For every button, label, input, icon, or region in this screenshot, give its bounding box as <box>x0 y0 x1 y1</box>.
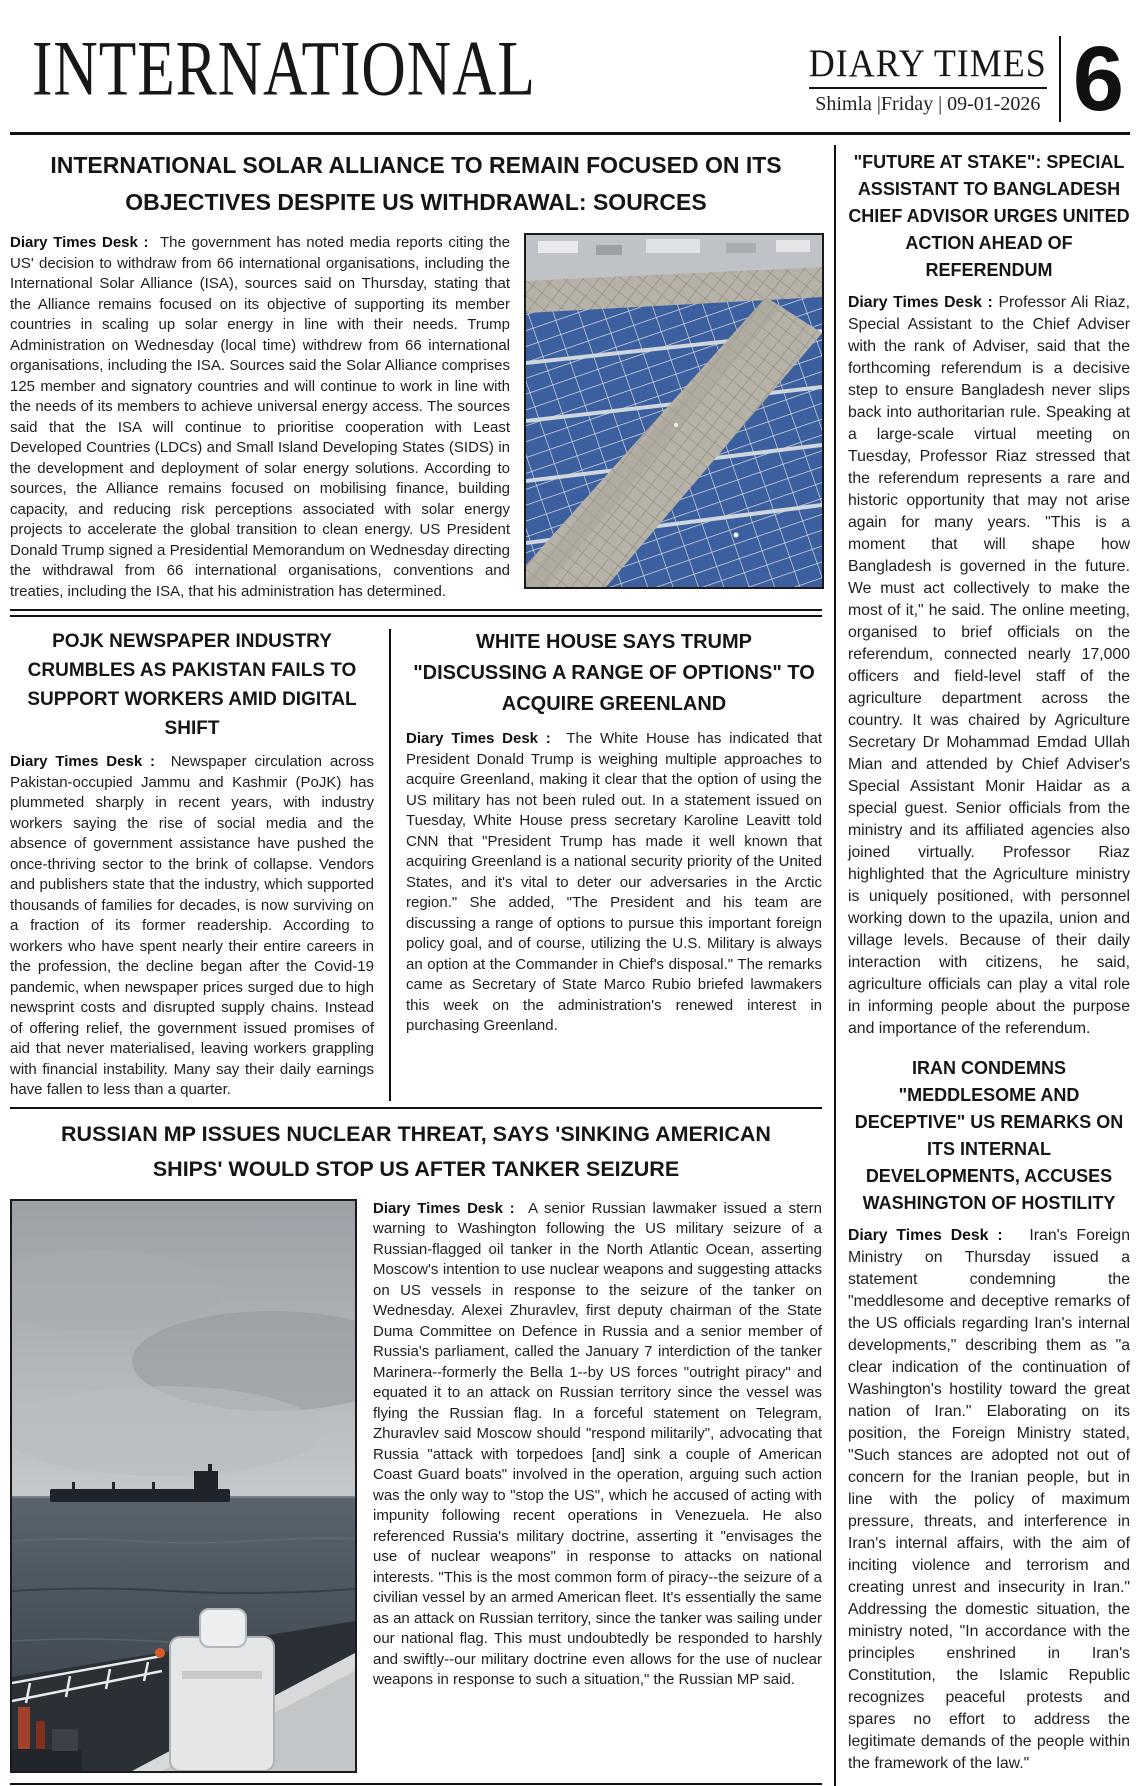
paper-name-block <box>809 42 1047 116</box>
main-content-region <box>10 145 822 1786</box>
divider <box>389 629 391 1101</box>
header-rule <box>10 132 1130 135</box>
dateline: Shimla |Friday | 09-01-2026 <box>815 93 1041 115</box>
byline: Diary Times Desk : <box>373 1199 515 1217</box>
divider <box>809 87 1047 89</box>
article-headline: POJK NEWSPAPER INDUSTRY CRUMBLES AS PAKISTAN FAILS TO SUPPORT WORKERS AMID DIGITAL SHIFT <box>27 631 357 739</box>
article-body: Diary Times Desk : The government has noted media reports citing the US' decision to withdraw from 66 international organisations, including the International Solar Alliance (ISA), sources said on Thursday, stating that the Alliance remains focused on its objective of supporting its member countries in scaling up solar energy in line with their needs. Trump Administration on Wednesday (local time) withdrew from 66 international organisations, including the ISA. Sources said the Solar Alliance comprises 125 member and signatory countries and will continue to work in line with the needs of its members to achieve universal energy access. The sources said that the ISA will continue to prioritise cooperation with Least Developed Countries (LDCs) and Small Island Developing States (SIDS) in the development and deployment of solar energy solutions. According to sources, the Alliance remains focused on mobilising finance, building capacity, and reducing risk perceptions associated with solar energy projects to accelerate the global transition to clean energy. US President Donald Trump signed a Presidential Memorandum on Wednesday directing the withdrawal from 66 international organisations, conventions and treaties, including the ISA, that his administration has determined. <box>10 234 510 600</box>
article-body: Diary Times Desk : Iran's Foreign Ministry on Thursday issued a statement condemning the "meddlesome and deceptive remarks of the US officials regarding Iran's internal developments," describing them as "a clear indication of the continuation of Washington's hostility toward the great nation of Iran." Elaborating on its position, the Foreign Ministry stated, "Such stances are adopted not out of concern for the Iranian people, but in line with the policy of maximum pressure, threats, and interference in Iran's internal affairs, with the aim of inciting violence and terrorism and creating unrest and insecurity in Iran." Addressing the domestic situation, the ministry noted, "In accordance with the principles enshrined in Iran's Constitution, the Islamic Republic recognizes peaceful protests and spares no effort to address the legitimate demands of the people within the framework of the law." <box>848 1227 1130 1772</box>
divider <box>1059 36 1061 122</box>
divider <box>10 609 822 617</box>
article-body: Diary Times Desk : Newspaper circulation across Pakistan-occupied Jammu and Kashmir (PoJK) has plummeted sharply in recent years, with industry workers saying the rise of social media and the absence of government assistance have pushed the once-thriving sector to the brink of collapse. Vendors and publishers state that the industry, which supported thousands of families for decades, is now surviving on a fraction of its former readership. According to workers who have spent nearly their entire careers in the profession, the decline began after the Covid-19 pandemic, when newspaper prices surged due to high newsprint costs and disrupted supply chains. Instead of offering relief, the government issued promises of aid that never materialised, leaving workers grappling with financial instability. Many say their daily earnings have fallen to less than a quarter. <box>10 753 374 1098</box>
byline: Diary Times Desk : <box>10 753 156 770</box>
article-headline: INTERNATIONAL SOLAR ALLIANCE TO REMAIN FOCUSED ON ITS OBJECTIVES DESPITE US WITHDRAWAL: SOURCES <box>50 152 782 215</box>
article-iran-condemns <box>848 1055 1130 1775</box>
article-greenland <box>406 627 822 1101</box>
right-column <box>848 145 1130 1786</box>
byline: Diary Times Desk : <box>406 730 551 747</box>
article-bangladesh-referendum <box>848 149 1130 1040</box>
article-headline: RUSSIAN MP ISSUES NUCLEAR THREAT, SAYS 'SINKING AMERICAN SHIPS' WOULD STOP US AFTER TANKER SEIZURE <box>61 1121 771 1181</box>
divider <box>10 1107 822 1109</box>
byline: Diary Times Desk : <box>848 294 993 311</box>
byline: Diary Times Desk : <box>848 1227 1003 1244</box>
page-title: INTERNATIONAL <box>32 24 536 112</box>
solar-panels-photo <box>524 233 824 589</box>
page-number: 6 <box>1072 27 1124 130</box>
article-solar-alliance <box>10 147 822 602</box>
byline: Diary Times Desk : <box>10 234 149 251</box>
article-pojk-newspapers <box>10 627 374 1101</box>
article-body: Diary Times Desk : The White House has indicated that President Donald Trump is weighing multiple approaches to acquire Greenland, making it clear that the option of using the US military has not been ruled out. In a statement issued on Tuesday, White House press secretary Karoline Leavitt told CNN that "President Trump has made it well known that acquiring Greenland is a national security priority of the United States, and it's vital to deter our adversaries in the Arctic region." She added, "The President and his team are discussing a range of options to pursue this important foreign policy goal, and of course, utilizing the U.S. Military is always an option at the Commander in Chief's disposal." The remarks came as Secretary of State Marco Rubio briefed lawmakers this week on the administration's renewed interest in purchasing Greenland. <box>406 730 822 1034</box>
masthead <box>10 0 1130 132</box>
article-body: Diary Times Desk : Professor Ali Riaz, Special Assistant to the Chief Adviser with the rank of Adviser, said that the forthcoming referendum is a decisive step to ensure Bangladesh never slips back into authoritarian rule. Speaking at a large-scale virtual meeting on Tuesday, Professor Riaz stressed that the referendum represents a rare and historic opportunity that may not arise again for many years. "This is a moment that will shape how Bangladesh is governed in the future. We must act collectively to make the most of it," he said. The online meeting, organised to brief officials on the referendum, connected nearly 17,000 officers and field-level staff of the agriculture department across the country. It was chaired by Agriculture Secretary Dr Mohammad Emdad Ullah Mian and attended by Chief Adviser's Special Assistant Monir Haidar as a special guest. Senior officials from the ministry and its affiliated agencies also joined virtually. Professor Riaz highlighted that the Agriculture ministry is uniquely positioned, with personnel working down to the upazila, union and village levels. Because of their daily interaction with citizens, he said, agriculture officials can play a vital role in informing people about the purpose and importance of the referendum. <box>848 294 1130 1037</box>
article-headline: IRAN CONDEMNS "MEDDLESOME AND DECEPTIVE" US REMARKS ON ITS INTERNAL DEVELOPMENTS, ACCUSES WASHINGTON OF HOSTILITY <box>854 1058 1124 1213</box>
divider <box>834 145 836 1786</box>
paper-name: DIARY TIMES <box>808 41 1047 85</box>
article-headline: WHITE HOUSE SAYS TRUMP "DISCUSSING A RANGE OF OPTIONS" TO ACQUIRE GREENLAND <box>413 631 815 715</box>
divider <box>10 1783 822 1786</box>
article-headline: "FUTURE AT STAKE": SPECIAL ASSISTANT TO BANGLADESH CHIEF ADVISOR URGES UNITED ACTION AHEAD OF REFERENDUM <box>848 152 1130 280</box>
tanker-ocean-photo <box>10 1199 357 1773</box>
masthead-right <box>808 27 1124 130</box>
article-russia-tanker <box>10 1117 822 1773</box>
article-body: Diary Times Desk : A senior Russian lawmaker issued a stern warning to Washington following the US military seizure of a Russian-flagged oil tanker in the North Atlantic Ocean, asserting Moscow's intention to use nuclear weapons and suggesting attacks on US vessels in response to the seizure of the tanker on Wednesday. Alexei Zhuravlev, first deputy chairman of the State Duma Committee on Defence in Russia and a senior member of Russia's parliament, called the January 7 interdiction of the tanker Marinera--formerly the Bella 1--by US forces "outright piracy" and equated it to an attack on Russian territory since the vessel was flying the Russian flag. In a forceful statement on Telegram, Zhuravlev said Moscow should "respond militarily", advocating that Russia "attack with torpedoes [and] sink a couple of American Coast Guard boats" involved in the operation, arguing such action was the only way to "stop the US", which he accused of acting with impunity following recent operations in Venezuela. He also referenced Russia's military doctrine, asserting it "envisages the use of nuclear weapons" in response to attacks on national interests. "This is the most common form of piracy--the seizure of a civilian vessel by an armed American fleet. It's essentially the same as an attack on Russian territory, since the tanker was sailing under our national flag. This must undoubtedly be responded to harshly and swiftly--our military doctrine even allows for the use of nuclear weapons in response to such a situation," the Russian MP said. <box>373 1199 822 1688</box>
